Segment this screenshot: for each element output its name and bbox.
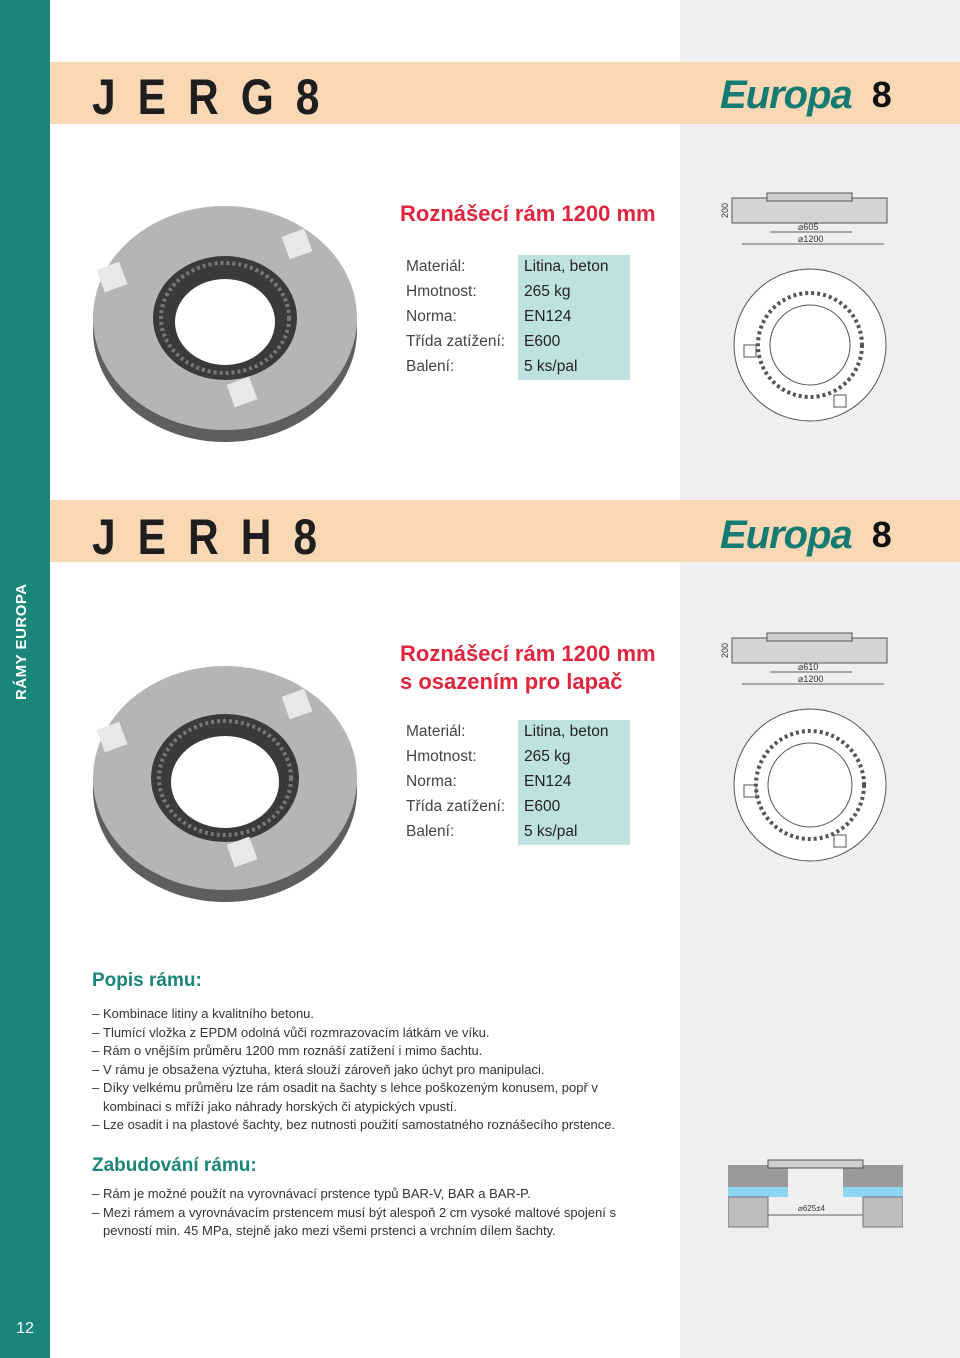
spec-value: E600 [518,795,630,820]
spec-row [400,305,630,330]
spec-value: Litina, beton [518,255,630,280]
product-code: J E R H 8 [92,509,323,565]
plan-drawing [730,265,890,425]
spec-row [400,355,630,380]
product-title-line: Roznášecí rám 1200 mm [400,641,656,666]
installation-heading: Zabudování rámu: [92,1155,257,1176]
spec-row [400,255,630,280]
spec-row [400,795,630,820]
description-list [92,1005,652,1135]
spec-value: EN124 [518,305,630,330]
list-item: – Tlumící vložka z EPDM odolná vůči rozmrazovacím látkám ve víku. [92,1024,652,1043]
spec-label: Hmotnost: [406,748,477,765]
spec-value: EN124 [518,770,630,795]
list-item: – Díky velkému průměru lze rám osadit na šachty s lehce poškozeným konusem, popř v kombinaci s mříží jako náhrady horských či atypických vpustí. [92,1079,652,1116]
plan-drawing [730,705,890,865]
product-title-line: s osazením pro lapač [400,669,623,694]
spec-row [400,820,630,845]
installation-drawing-label: ⌀625±4 [798,1204,826,1213]
drawing-outer-label: ⌀1200 [798,674,824,684]
list-item: – Mezi rámem a vyrovnávacím prstencem musí být alespoň 2 cm vysoké maltové spojení s pevností min. 45 MPa, stejně jako mezi všemi prstenci a vrchním dílem šachty. [92,1204,652,1241]
drawing-height-label: 200 [720,642,730,658]
page-number-text: 12 [16,1320,34,1337]
product-code: J E R G 8 [92,69,325,125]
spec-label: Třída zatížení: [406,798,506,815]
list-item: – Lze osadit i na plastové šachty, bez nutnosti použití samostatného roznášecího prstence. [92,1116,652,1135]
drawing-inner-label: ⌀605 [798,222,819,232]
brand-number: 8 [871,74,892,115]
section-drawing [712,190,892,250]
brand-logo [720,64,960,126]
description-heading: Popis rámu: [92,970,202,991]
sidebar-label: RÁMY EUROPA [13,583,30,700]
brand-logo [720,504,960,566]
spec-label: Norma: [406,773,457,790]
spec-value: 265 kg [518,280,630,305]
list-item: – Rám o vnějším průměru 1200 mm roznáší zatížení i mimo šachtu. [92,1042,652,1061]
spec-value: Litina, beton [518,720,630,745]
product-photo [80,640,370,910]
section-drawing [712,630,892,690]
spec-label: Materiál: [406,258,466,275]
spec-value: 5 ks/pal [518,355,630,380]
sidebar [0,0,50,1358]
spec-row [400,770,630,795]
brand-logo-text: Europa [720,512,852,557]
spec-value: 5 ks/pal [518,820,630,845]
installation-drawing [728,1155,903,1230]
spec-row [400,280,630,305]
list-item: – Kombinace litiny a kvalitního betonu. [92,1005,652,1024]
spec-value: 265 kg [518,745,630,770]
drawing-height-label: 200 [720,202,730,218]
spec-label: Materiál: [406,723,466,740]
spec-label: Třída zatížení: [406,333,506,350]
drawing-outer-label: ⌀1200 [798,234,824,244]
product-title [400,200,656,228]
spec-row [400,720,630,745]
spec-table [400,255,630,380]
page-number [0,1300,50,1358]
installation-list [92,1185,652,1241]
product-title-line: Roznášecí rám 1200 mm [400,201,656,226]
spec-value: E600 [518,330,630,355]
product-photo [80,180,370,450]
list-item: – V rámu je obsažena výztuha, která slouží zároveň jako úchyt pro manipulaci. [92,1061,652,1080]
spec-row [400,745,630,770]
spec-label: Norma: [406,308,457,325]
drawing-inner-label: ⌀610 [798,662,819,672]
spec-label: Balení: [406,358,455,375]
spec-label: Balení: [406,823,455,840]
spec-table [400,720,630,845]
spec-label: Hmotnost: [406,283,477,300]
brand-number: 8 [871,514,892,555]
brand-logo-text: Europa [720,72,852,117]
spec-row [400,330,630,355]
product-title [400,640,656,696]
list-item: – Rám je možné použít na vyrovnávací prstence typů BAR-V, BAR a BAR-P. [92,1185,652,1204]
